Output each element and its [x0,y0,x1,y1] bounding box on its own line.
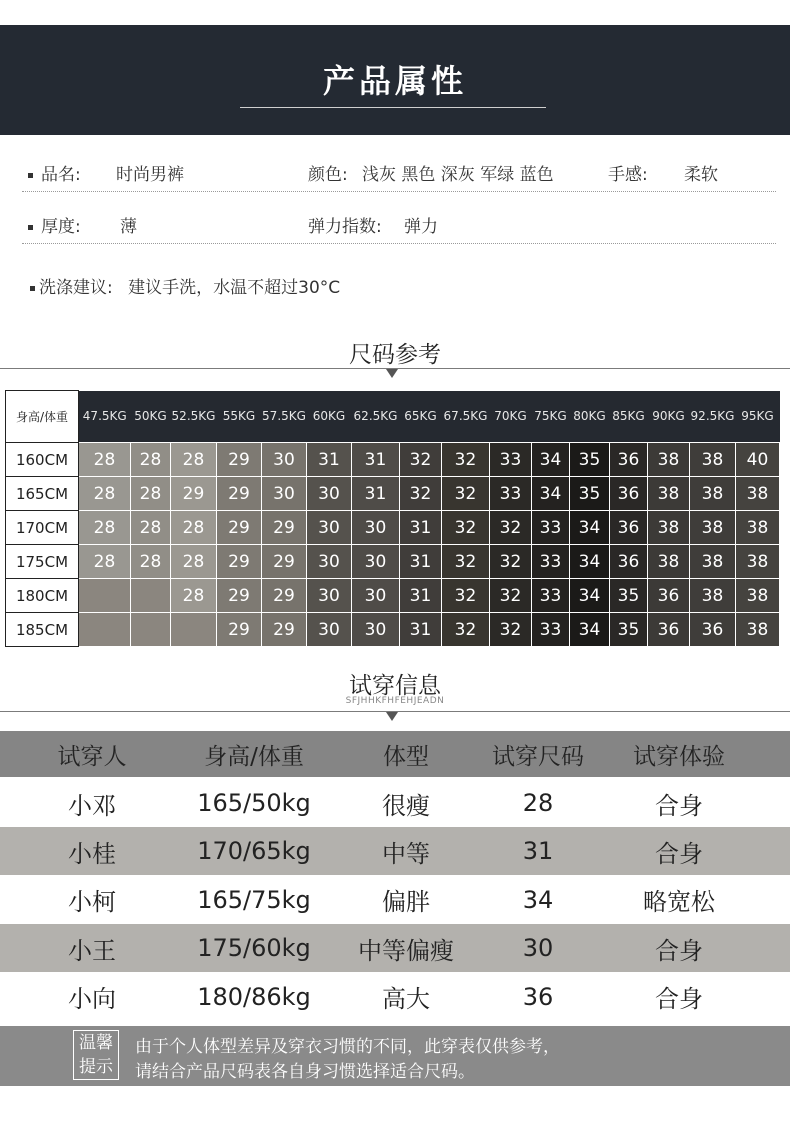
size-cell: 35 [570,443,610,477]
trial-fit: 合身 [655,985,703,1014]
size-row [6,579,780,613]
size-cell: 31 [400,613,442,647]
height-label: 165CM [6,477,79,511]
weight-header: 80KG [570,391,610,443]
size-cell: 29 [217,613,262,647]
size-cell: 38 [690,579,736,613]
wash-label: 洗涤建议: [39,278,113,298]
size-cell: 38 [736,511,780,545]
size-cell: 28 [131,511,171,545]
trial-header-height-weight: 身高/体重 [204,743,304,770]
size-cell: 28 [171,443,217,477]
trial-row [0,779,790,827]
size-cell [131,579,171,613]
note-badge-line2: 提示 [79,1057,113,1077]
attr-thickness [28,212,81,237]
size-cell: 33 [532,579,570,613]
attr-thickness-label: 厚度: [41,217,81,237]
trial-person: 小邓 [68,791,116,820]
size-cell: 36 [690,613,736,647]
size-cell: 35 [570,477,610,511]
size-row [6,511,780,545]
size-table [5,390,780,647]
size-cell: 32 [490,545,532,579]
trial-size: 34 [522,885,554,914]
triangle-down-icon [386,369,398,378]
size-row [6,613,780,647]
trial-height-weight: 165/50kg [197,789,311,817]
size-cell: 38 [690,545,736,579]
size-cell: 40 [736,443,780,477]
trial-height-weight: 165/75kg [197,885,311,914]
weight-header: 92.5KG [690,391,736,443]
page-title: 产品属性 [322,62,467,100]
size-cell: 33 [490,443,532,477]
bullet-icon [28,173,33,178]
size-cell: 32 [442,579,490,613]
size-cell: 30 [307,613,352,647]
trial-size: 30 [522,934,554,963]
size-cell: 28 [171,579,217,613]
size-cell: 28 [131,545,171,579]
size-cell: 38 [736,477,780,511]
size-cell: 31 [352,443,400,477]
size-cell: 28 [171,545,217,579]
size-cell: 34 [532,443,570,477]
trial-person: 小柯 [68,888,116,917]
size-table-corner: 身高/体重 [6,391,79,443]
weight-header: 65KG [400,391,442,443]
trial-body-type: 高大 [382,985,430,1014]
size-cell: 29 [217,545,262,579]
trial-height-weight: 170/65kg [197,837,311,866]
size-cell: 38 [736,613,780,647]
size-cell: 31 [400,511,442,545]
size-cell: 30 [262,443,307,477]
size-cell: 29 [217,477,262,511]
size-cell: 30 [262,477,307,511]
weight-header: 55KG [217,391,262,443]
trial-person: 小桂 [68,839,116,868]
attr-thickness-value: 薄 [120,217,137,237]
trial-header-body: 体型 [383,743,429,770]
size-cell: 32 [490,613,532,647]
weight-header: 90KG [648,391,690,443]
size-cell: 32 [442,443,490,477]
size-cell: 38 [648,443,690,477]
attr-name-value: 时尚男裤 [116,165,184,185]
size-cell [79,579,131,613]
bullet-icon [28,225,33,230]
size-cell: 29 [262,511,307,545]
trial-size: 31 [522,837,554,866]
weight-header: 52.5KG [171,391,217,443]
size-cell: 28 [79,545,131,579]
trial-row [0,973,790,1021]
size-cell: 29 [171,477,217,511]
size-cell: 38 [690,443,736,477]
height-label: 170CM [6,511,79,545]
trial-section-subtitle: SFJHHKFHFEHJEADN [345,696,445,706]
size-cell: 30 [307,579,352,613]
trial-section-title: 试穿信息 [349,673,441,699]
size-cell: 29 [262,545,307,579]
size-cell: 32 [400,443,442,477]
size-cell: 33 [532,613,570,647]
size-cell: 36 [610,443,648,477]
trial-header-size: 试穿尺码 [492,743,584,770]
note-band [0,1026,790,1086]
size-cell: 36 [648,613,690,647]
trial-body-type: 偏胖 [382,888,430,917]
size-cell: 30 [352,511,400,545]
title-underline [240,107,546,108]
size-cell: 28 [131,443,171,477]
size-cell: 29 [217,579,262,613]
size-cell: 31 [352,477,400,511]
weight-header: 70KG [490,391,532,443]
size-cell: 35 [610,579,648,613]
note-line1: 由于个人体型差异及穿衣习惯的不同，此穿表仅供参考， [135,1037,560,1057]
size-cell: 31 [400,545,442,579]
trial-height-weight: 180/86kg [197,982,311,1011]
size-cell: 29 [262,579,307,613]
weight-header: 47.5KG [79,391,131,443]
size-cell: 28 [131,477,171,511]
size-cell: 30 [307,545,352,579]
trial-size: 28 [522,789,554,817]
attr-elastic-value: 弹力 [404,217,438,237]
size-cell: 33 [532,511,570,545]
size-cell: 34 [570,511,610,545]
trial-body-type: 很瘦 [382,791,430,820]
size-cell: 30 [352,579,400,613]
size-cell: 32 [442,477,490,511]
size-cell: 34 [570,579,610,613]
size-cell: 32 [400,477,442,511]
attr-elastic-label: 弹力指数: [308,217,382,237]
height-label: 185CM [6,613,79,647]
trial-fit: 合身 [655,839,703,868]
trial-header-person: 试穿人 [57,743,127,770]
size-cell [171,613,217,647]
size-cell [131,613,171,647]
size-cell: 35 [610,613,648,647]
trial-body-type: 中等偏瘦 [358,936,454,965]
wash-value: 建议手洗，水温不超过30°C [128,278,341,298]
attr-color-label: 颜色: [308,165,348,185]
size-cell: 29 [217,443,262,477]
trial-row [0,876,790,924]
size-cell: 36 [610,545,648,579]
size-cell: 29 [217,511,262,545]
size-cell: 38 [736,545,780,579]
triangle-down-icon [386,712,398,721]
weight-header: 67.5KG [442,391,490,443]
size-cell: 33 [490,477,532,511]
size-cell: 34 [570,545,610,579]
trial-table-header [0,731,790,777]
size-cell: 28 [79,477,131,511]
weight-header: 85KG [610,391,648,443]
attribute-row-2 [22,200,776,244]
attr-feel-value: 柔软 [684,165,718,185]
attr-color-value: 浅灰 黑色 深灰 军绿 蓝色 [362,165,554,185]
size-cell: 38 [690,511,736,545]
size-cell: 32 [490,579,532,613]
weight-header: 50KG [131,391,171,443]
size-cell: 28 [79,511,131,545]
attr-name-label: 品名: [41,165,81,185]
height-label: 160CM [6,443,79,477]
size-cell: 32 [490,511,532,545]
attribute-row-1 [22,148,776,192]
size-cell [79,613,131,647]
attr-name [28,160,81,185]
weight-header: 95KG [736,391,780,443]
trial-fit: 合身 [655,791,703,820]
size-cell: 36 [610,511,648,545]
size-cell: 34 [532,477,570,511]
size-cell: 38 [690,477,736,511]
wash-advice [30,273,340,298]
note-badge [73,1030,119,1080]
size-cell: 29 [262,613,307,647]
size-cell: 28 [171,511,217,545]
trial-row [0,827,790,875]
size-cell: 30 [307,477,352,511]
size-cell: 33 [532,545,570,579]
trial-fit: 略宽松 [643,888,715,917]
size-cell: 38 [736,579,780,613]
size-cell: 34 [570,613,610,647]
weight-header: 60KG [307,391,352,443]
size-cell: 32 [442,545,490,579]
trial-row [0,924,790,972]
weight-header: 75KG [532,391,570,443]
size-cell: 38 [648,477,690,511]
trial-header-fit: 试穿体验 [633,743,725,770]
trial-person: 小向 [68,985,116,1014]
trial-height-weight: 175/60kg [197,934,311,963]
size-row [6,477,780,511]
size-cell: 36 [610,477,648,511]
bullet-icon [30,286,35,291]
size-cell: 31 [400,579,442,613]
note-badge-line1: 温馨 [79,1033,113,1053]
size-cell: 30 [352,545,400,579]
size-row [6,545,780,579]
size-row [6,443,780,477]
attr-feel-label: 手感: [608,165,648,185]
weight-header: 57.5KG [262,391,307,443]
size-cell: 30 [307,511,352,545]
trial-fit: 合身 [655,936,703,965]
size-cell: 32 [442,511,490,545]
size-cell: 38 [648,545,690,579]
size-section-title: 尺码参考 [349,342,441,368]
size-cell: 38 [648,511,690,545]
size-cell: 36 [648,579,690,613]
trial-body-type: 中等 [382,839,430,868]
trial-person: 小王 [68,936,116,965]
note-line2: 请结合产品尺码表各自身习惯选择适合尺码。 [135,1062,475,1082]
height-label: 175CM [6,545,79,579]
size-cell: 28 [79,443,131,477]
height-label: 180CM [6,579,79,613]
trial-size: 36 [522,982,554,1011]
size-cell: 31 [307,443,352,477]
size-cell: 30 [352,613,400,647]
size-cell: 32 [442,613,490,647]
weight-header: 62.5KG [352,391,400,443]
